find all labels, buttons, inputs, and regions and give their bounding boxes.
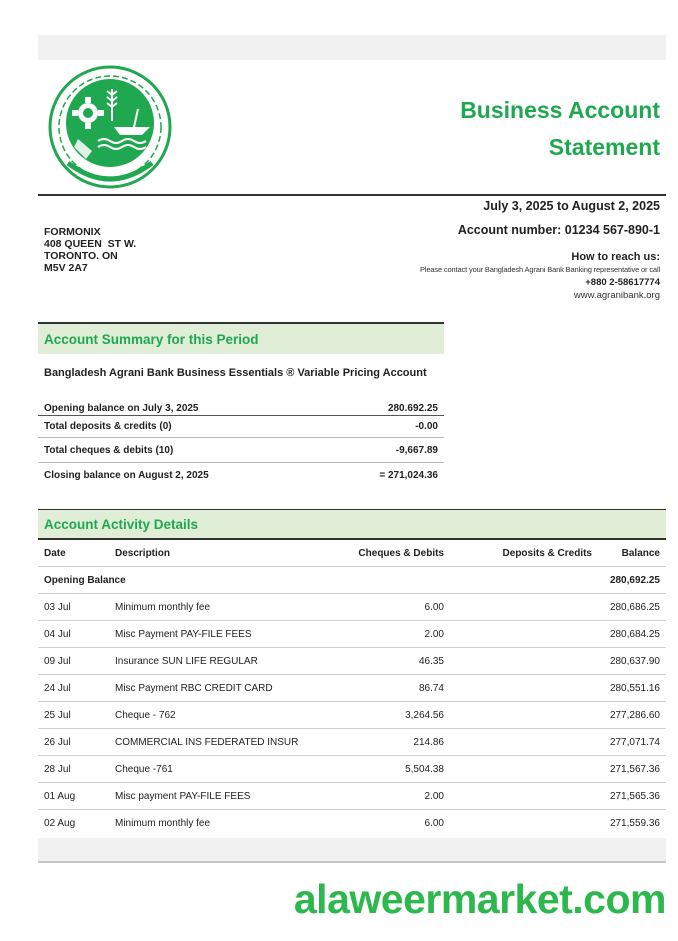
summary-row-deposits — [38, 416, 444, 438]
summary-value: = 271,024.36 — [379, 470, 438, 481]
table-row — [38, 702, 666, 729]
summary-value: -9,667.89 — [395, 444, 438, 456]
address-line: FORMONIX — [44, 226, 101, 238]
summary-label: Closing balance on August 2, 2025 — [44, 470, 209, 481]
row-description: Insurance SUN LIFE REGULAR — [115, 655, 258, 667]
table-row — [38, 783, 666, 810]
column-header-debits: Cheques & Debits — [358, 547, 444, 559]
customer-address — [44, 226, 136, 274]
contact-website: www.agranibank.org — [573, 290, 660, 301]
table-row — [38, 594, 666, 621]
summary-label: Opening balance on July 3, 2025 — [44, 403, 199, 414]
contact-phone: +880 2-58617774 — [585, 277, 660, 288]
row-balance: 271,559.36 — [609, 818, 660, 829]
agrani-bank-emblem-icon — [38, 63, 182, 191]
summary-value: 280.692.25 — [387, 403, 438, 414]
row-balance: 280,551.16 — [609, 682, 660, 694]
table-row — [38, 810, 666, 837]
title-line-1: Business Account — [460, 97, 660, 123]
row-date: 28 Jul — [44, 763, 71, 775]
table-row — [38, 621, 666, 648]
contact-title: How to reach us: — [571, 251, 660, 263]
row-date: 01 Aug — [44, 790, 76, 802]
summary-row-debits — [38, 438, 444, 463]
row-balance: 280,686.25 — [609, 601, 660, 613]
address-line: 408 QUEEN ST W. — [44, 238, 137, 250]
column-header-date: Date — [44, 547, 66, 559]
contact-text: Please contact your Bangladesh Agrani Bank Banking representative or call — [419, 265, 660, 274]
account-summary — [38, 322, 444, 488]
summary-rows — [38, 402, 444, 488]
row-description: Misc Payment RBC CREDIT CARD — [115, 682, 273, 694]
row-description: COMMERCIAL INS FEDERATED INSUR — [115, 736, 299, 748]
table-header-row — [38, 540, 666, 567]
account-activity — [38, 509, 666, 837]
row-debit: 46.35 — [418, 655, 444, 667]
row-debit: 2.00 — [424, 790, 444, 802]
row-date: 02 Aug — [44, 818, 76, 829]
table-row — [38, 756, 666, 783]
column-header-balance: Balance — [621, 547, 660, 559]
row-description: Misc payment PAY-FILE FEES — [115, 790, 251, 802]
row-debit: 6.00 — [424, 818, 444, 829]
row-balance: 271,565.36 — [609, 790, 660, 802]
row-debit: 5,504.38 — [405, 763, 444, 775]
column-header-credits: Deposits & Credits — [502, 547, 592, 559]
row-date: 26 Jul — [44, 736, 71, 748]
row-description: Misc Payment PAY-FILE FEES — [115, 628, 252, 640]
row-debit: 214.86 — [413, 736, 444, 748]
row-balance: 280,637.90 — [609, 655, 660, 667]
row-date: 25 Jul — [44, 709, 71, 721]
summary-label: Total deposits & credits (0) — [44, 421, 172, 432]
row-description: Minimum monthly fee — [115, 601, 211, 613]
watermark-text: alaweermarket.com — [293, 876, 666, 922]
table-row — [38, 648, 666, 675]
row-date: 03 Jul — [44, 601, 71, 613]
statement-period: July 3, 2025 to August 2, 2025 — [483, 199, 660, 213]
row-date: 24 Jul — [44, 682, 71, 694]
row-date: 04 Jul — [44, 628, 71, 640]
summary-label: Total cheques & debits (10) — [44, 444, 174, 456]
row-debit: 86.74 — [418, 682, 444, 694]
row-description: Minimum monthly fee — [115, 818, 211, 829]
row-debit: 6.00 — [424, 601, 444, 613]
header-divider — [38, 194, 666, 196]
account-number: Account number: 01234 567-890-1 — [457, 223, 660, 237]
bottom-bar — [38, 838, 666, 863]
row-description: Cheque -761 — [115, 763, 173, 775]
row-balance: 280,684.25 — [609, 628, 660, 640]
top-bar — [38, 35, 666, 60]
column-header-description: Description — [115, 547, 171, 559]
opening-balance-value: 280,692.25 — [609, 574, 660, 586]
row-balance: 271,567.36 — [609, 763, 660, 775]
document-title — [460, 92, 660, 166]
row-date: 09 Jul — [44, 655, 71, 667]
table-row — [38, 675, 666, 702]
row-balance: 277,071.74 — [609, 736, 660, 748]
summary-row-closing — [38, 463, 444, 488]
title-line-2: Statement — [548, 134, 660, 160]
row-debit: 2.00 — [424, 628, 444, 640]
row-balance: 277,286.60 — [609, 709, 660, 721]
opening-balance-label: Opening Balance — [44, 574, 126, 586]
account-product-name: Bangladesh Agrani Bank Business Essentials ® Variable Pricing Account — [44, 367, 427, 379]
summary-value: -0.00 — [415, 421, 438, 432]
summary-row-opening — [38, 402, 444, 416]
summary-title: Account Summary for this Period — [38, 322, 444, 354]
row-description: Cheque - 762 — [115, 709, 176, 721]
table-row — [38, 729, 666, 756]
address-line: M5V 2A7 — [44, 262, 88, 274]
row-debit: 3,264.56 — [405, 709, 444, 721]
address-line: TORONTO. ON — [44, 250, 118, 262]
activity-title: Account Activity Details — [38, 509, 666, 540]
opening-balance-row — [38, 567, 666, 594]
